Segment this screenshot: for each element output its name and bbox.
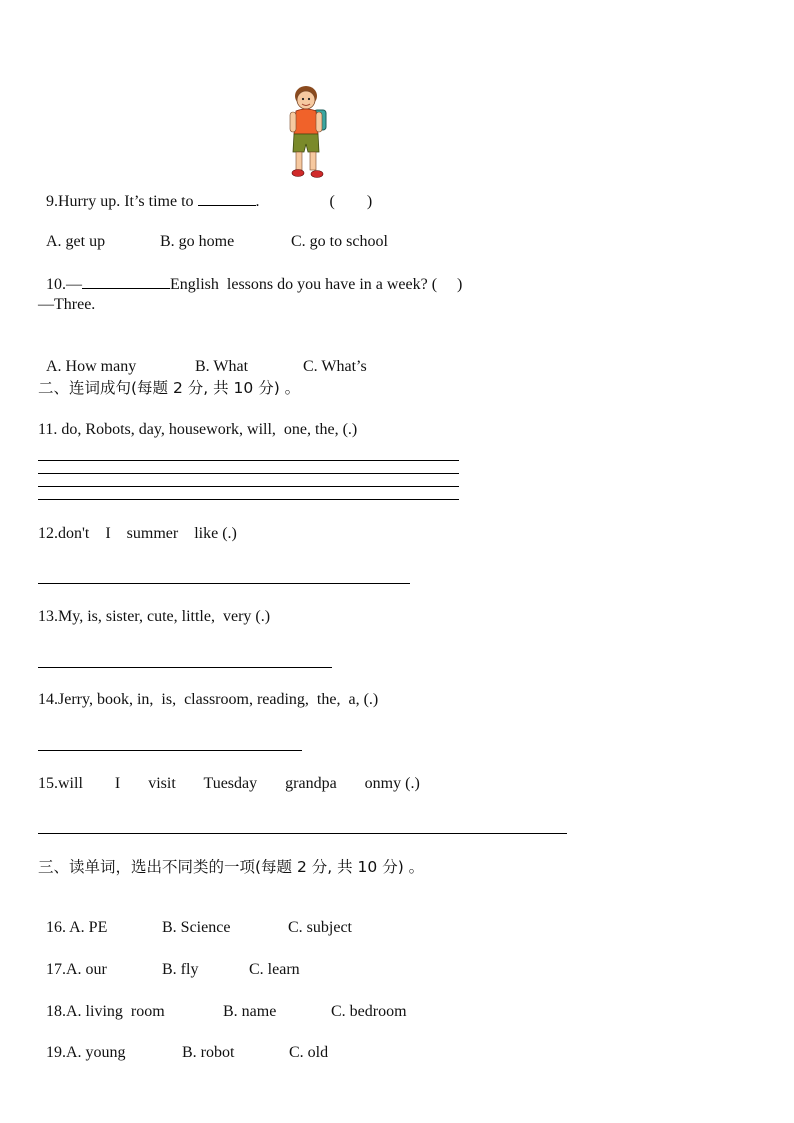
writing-line[interactable] — [38, 486, 459, 487]
option-c[interactable]: C. go to school — [291, 233, 388, 250]
writing-line[interactable] — [38, 460, 459, 461]
section-3-heading: 三、读单词，选出不同类的一项(每题 2 分, 共 10 分) 。 — [38, 858, 425, 876]
option-a[interactable]: 18.A. living room — [46, 1003, 165, 1020]
question-10-text: English lessons do you have in a week? ( ) — [170, 276, 463, 293]
option-a[interactable]: A. get up — [46, 233, 106, 250]
option-a[interactable]: 16. A. PE — [46, 919, 108, 936]
answer-line[interactable] — [38, 833, 567, 834]
question-9-options — [38, 212, 388, 252]
writing-line[interactable] — [38, 499, 459, 500]
question-16 — [38, 898, 352, 938]
question-18 — [38, 982, 407, 1022]
answer-line[interactable] — [38, 750, 302, 751]
question-19 — [38, 1023, 328, 1063]
answer-blank[interactable] — [198, 191, 256, 206]
option-b[interactable]: B. fly — [162, 961, 199, 978]
option-c[interactable]: C. old — [289, 1044, 329, 1061]
option-c[interactable]: C. What’s — [303, 358, 367, 375]
option-b[interactable]: B. What — [195, 358, 249, 375]
question-9: 9.Hurry up. It’s time to . ( ) — [46, 193, 373, 210]
question-11: 11. do, Robots, day, housework, will, one, the, (.) — [38, 421, 358, 438]
option-c[interactable]: C. bedroom — [331, 1003, 407, 1020]
question-9-text: 9.Hurry up. It’s time to — [46, 193, 198, 210]
boy-with-backpack-illustration — [284, 84, 334, 184]
option-a[interactable]: 19.A. young — [46, 1044, 126, 1061]
question-14: 14.Jerry, book, in, is, classroom, reading, the, a, (.) — [38, 691, 379, 708]
question-13: 13.My, is, sister, cute, little, very (.) — [38, 608, 271, 625]
question-12: 12.don't I summer like (.) — [38, 525, 237, 542]
question-17 — [38, 940, 300, 980]
answer-line[interactable] — [38, 583, 410, 584]
option-b[interactable]: B. name — [223, 1003, 277, 1020]
answer-parentheses[interactable]: ( ) — [329, 193, 373, 210]
section-2-heading: 二、连词成句(每题 2 分, 共 10 分) 。 — [38, 379, 301, 397]
option-b[interactable]: B. robot — [182, 1044, 235, 1061]
option-b[interactable]: B. Science — [162, 919, 231, 936]
question-10: 10.— English lessons do you have in a week? ( ) — [46, 276, 463, 293]
answer-blank[interactable] — [82, 274, 170, 289]
option-a[interactable]: 17.A. our — [46, 961, 107, 978]
option-a[interactable]: A. How many — [46, 358, 137, 375]
option-c[interactable]: C. subject — [288, 919, 352, 936]
question-10-options — [38, 337, 367, 377]
option-c[interactable]: C. learn — [249, 961, 300, 978]
question-10-answer: —Three. — [38, 296, 96, 313]
question-15: 15.will I visit Tuesday grandpa onmy (.) — [38, 775, 420, 792]
writing-line[interactable] — [38, 473, 459, 474]
answer-line[interactable] — [38, 667, 332, 668]
option-b[interactable]: B. go home — [160, 233, 235, 250]
